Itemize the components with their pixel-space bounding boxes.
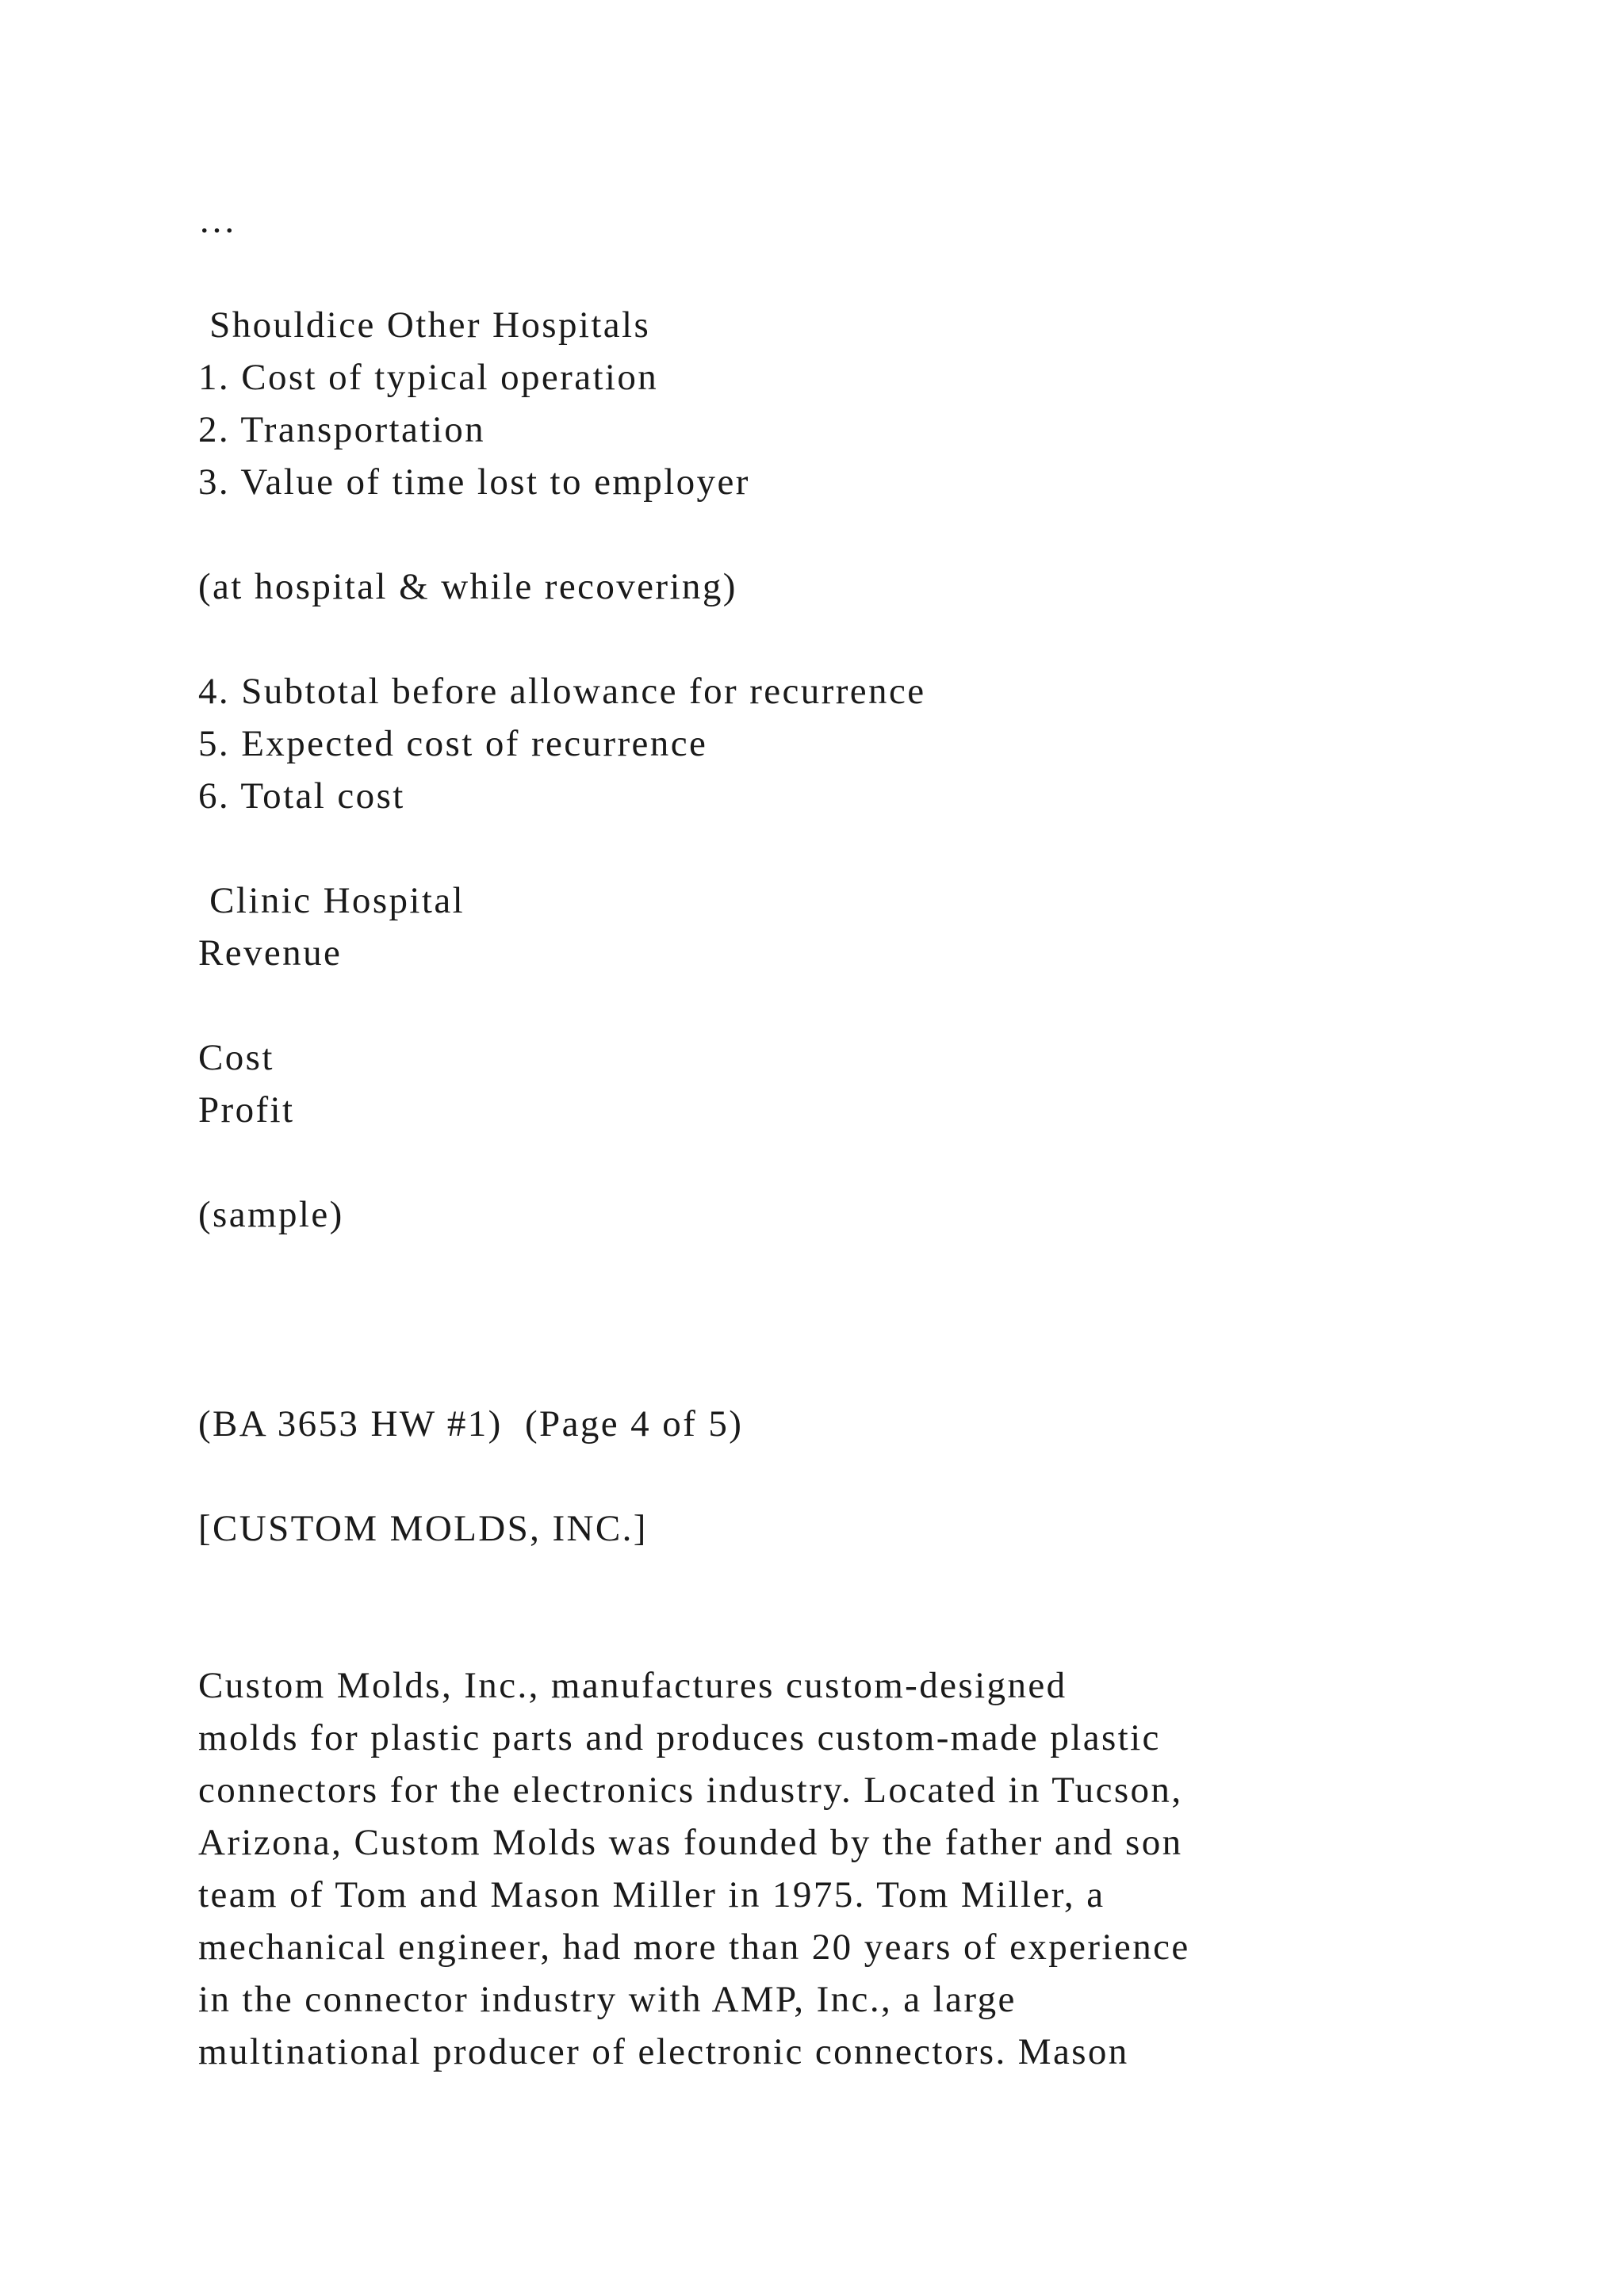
spacer [198, 979, 1546, 1031]
table2-profit-label: Profit [198, 1089, 295, 1131]
ellipsis-text: … [198, 200, 238, 241]
spacer [198, 1450, 1546, 1502]
spacer [198, 1555, 1546, 1659]
table1-item: 2. Transportation [198, 409, 485, 450]
paragraph-line: multinational producer of electronic connectors. Mason [198, 2031, 1129, 2072]
table1-item: 5. Expected cost of recurrence [198, 723, 708, 764]
table1-item: 4. Subtotal before allowance for recurrence [198, 671, 926, 712]
table1-item: 1. Cost of typical operation [198, 357, 659, 398]
spacer [198, 1241, 1546, 1398]
paragraph-line: in the connector industry with AMP, Inc., a large [198, 1979, 1017, 2020]
case-title: [CUSTOM MOLDS, INC.] [198, 1508, 648, 1549]
page-header: (BA 3653 HW #1) (Page 4 of 5) [198, 1403, 744, 1445]
table2-header: Clinic Hospital [198, 880, 465, 921]
table1-item: 6. Total cost [198, 775, 405, 817]
document-page [198, 194, 1546, 2078]
paragraph-line: connectors for the electronics industry. Located in Tucson, [198, 1770, 1183, 1811]
spacer [198, 247, 1546, 299]
table2-note: (sample) [198, 1194, 344, 1235]
table1-item: 3. Value of time lost to employer [198, 461, 750, 503]
paragraph-line: Arizona, Custom Molds was founded by the father and son [198, 1822, 1183, 1863]
body-paragraph [198, 1659, 1546, 2078]
paragraph-line: Custom Molds, Inc., manufactures custom-designed [198, 1665, 1067, 1706]
paragraph-line: mechanical engineer, had more than 20 years of experience [198, 1927, 1190, 1968]
spacer [198, 508, 1546, 561]
spacer [198, 613, 1546, 665]
paragraph-line: team of Tom and Mason Miller in 1975. Tom Miller, a [198, 1874, 1105, 1915]
table2-cost-label: Cost [198, 1037, 274, 1078]
table1-header: Shouldice Other Hospitals [198, 304, 651, 346]
table1-note: (at hospital & while recovering) [198, 566, 737, 607]
spacer [198, 822, 1546, 874]
spacer [198, 1136, 1546, 1188]
paragraph-line: molds for plastic parts and produces custom-made plastic [198, 1717, 1161, 1758]
table2-revenue-label: Revenue [198, 932, 343, 974]
